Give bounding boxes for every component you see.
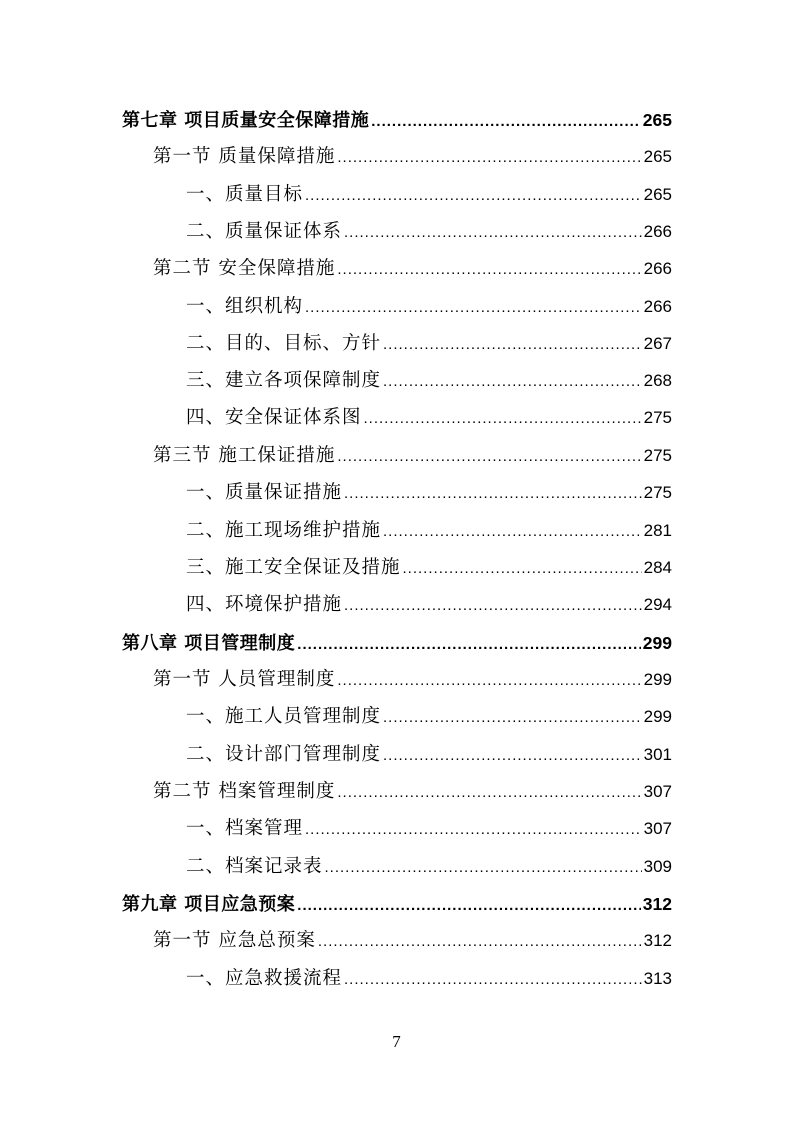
toc-chapter-entry [122, 889, 672, 919]
toc-entry-label: 第三节 施工保证措施 [153, 445, 336, 466]
toc-item-entry [186, 403, 672, 433]
toc-leader-dots [337, 143, 641, 173]
toc-entry-label: 第七章 项目质量安全保障措施 [122, 110, 370, 131]
toc-entry-page: 307 [643, 782, 672, 801]
toc-entry-label: 第二节 档案管理制度 [153, 781, 336, 802]
toc-leader-dots [305, 815, 642, 845]
toc-item-entry [186, 964, 672, 994]
toc-entry-label: 一、质量目标 [186, 184, 304, 205]
toc-leader-dots [403, 554, 642, 584]
toc-leader-dots [383, 741, 642, 771]
toc-leader-dots [371, 107, 641, 137]
toc-entry-label: 二、档案记录表 [186, 856, 323, 877]
toc-item-entry [186, 814, 672, 844]
toc-leader-dots [305, 181, 642, 211]
toc-item-entry [186, 702, 672, 732]
toc-entry-page: 313 [643, 969, 672, 988]
toc-entry-label: 三、建立各项保障制度 [186, 370, 382, 391]
toc-entry-page: 294 [643, 595, 672, 614]
toc-entry-label: 一、施工人员管理制度 [186, 706, 382, 727]
toc-entry-label: 第一节 人员管理制度 [153, 669, 336, 690]
toc-leader-dots [383, 517, 642, 547]
toc-entry-label: 二、目的、目标、方针 [186, 333, 382, 354]
toc-leader-dots [325, 853, 642, 883]
toc-entry-page: 312 [642, 894, 672, 914]
toc-leader-dots [297, 630, 641, 660]
toc-item-entry [186, 292, 672, 322]
toc-leader-dots [297, 891, 641, 921]
toc-entry-label: 二、施工现场维护措施 [186, 520, 382, 541]
toc-chapter-entry [122, 105, 672, 135]
toc-entry-label: 四、环境保护措施 [186, 594, 343, 615]
toc-item-entry [186, 478, 672, 508]
toc-entry-label: 第一节 应急总预案 [153, 930, 316, 951]
toc-leader-dots [344, 591, 642, 621]
toc-leader-dots [305, 293, 642, 323]
toc-section-entry [153, 441, 672, 471]
toc-entry-page: 299 [642, 633, 672, 653]
toc-entry-page: 265 [643, 147, 672, 166]
toc-entry-page: 266 [643, 222, 672, 241]
toc-leader-dots [344, 218, 642, 248]
toc-section-entry [153, 142, 672, 172]
toc-leader-dots [344, 479, 642, 509]
toc-entry-page: 266 [643, 259, 672, 278]
toc-leader-dots [318, 927, 642, 957]
toc-leader-dots [383, 367, 642, 397]
toc-entry-page: 299 [643, 670, 672, 689]
toc-item-entry [186, 740, 672, 770]
toc-entry-label: 第八章 项目管理制度 [122, 633, 296, 654]
toc-entry-label: 一、档案管理 [186, 818, 304, 839]
toc-entry-page: 275 [643, 408, 672, 427]
toc-item-entry [186, 516, 672, 546]
toc-entry-label: 一、质量保证措施 [186, 482, 343, 503]
toc-section-entry [153, 665, 672, 695]
toc-entry-label: 一、组织机构 [186, 296, 304, 317]
toc-entry-page: 265 [642, 110, 672, 130]
toc-item-entry [186, 180, 672, 210]
toc-entry-page: 275 [643, 483, 672, 502]
toc-leader-dots [364, 404, 642, 434]
toc-entry-label: 三、施工安全保证及措施 [186, 557, 401, 578]
toc-item-entry [186, 366, 672, 396]
toc-entry-label: 第一节 质量保障措施 [153, 146, 336, 167]
toc-entry-page: 312 [643, 931, 672, 950]
toc-entry-page: 284 [643, 558, 672, 577]
toc-entry-page: 268 [643, 371, 672, 390]
toc-entry-page: 301 [643, 745, 672, 764]
toc-entry-page: 265 [643, 185, 672, 204]
toc-section-entry [153, 777, 672, 807]
toc-entry-page: 307 [643, 819, 672, 838]
toc-section-entry [153, 254, 672, 284]
toc-entry-page: 267 [643, 334, 672, 353]
toc-leader-dots [337, 442, 641, 472]
toc-entry-label: 二、设计部门管理制度 [186, 744, 382, 765]
toc-leader-dots [337, 778, 641, 808]
toc-entry-label: 二、质量保证体系 [186, 221, 343, 242]
toc-item-entry [186, 852, 672, 882]
toc-leader-dots [383, 703, 642, 733]
page-number: 7 [392, 1032, 401, 1051]
toc-leader-dots [337, 666, 641, 696]
toc-item-entry [186, 329, 672, 359]
toc-item-entry [186, 217, 672, 247]
toc-entry-label: 第九章 项目应急预案 [122, 894, 296, 915]
toc-entry-page: 275 [643, 446, 672, 465]
toc-entry-page: 266 [643, 297, 672, 316]
toc-entry-page: 309 [643, 857, 672, 876]
toc-chapter-entry [122, 628, 672, 658]
toc-leader-dots [383, 330, 642, 360]
toc-entry-label: 第二节 安全保障措施 [153, 258, 336, 279]
toc-entry-label: 四、安全保证体系图 [186, 407, 362, 428]
toc-entry-label: 一、应急救援流程 [186, 968, 343, 989]
toc-item-entry [186, 590, 672, 620]
toc-entry-page: 299 [643, 707, 672, 726]
toc-item-entry [186, 553, 672, 583]
toc-leader-dots [337, 255, 641, 285]
toc-section-entry [153, 926, 672, 956]
toc-entry-page: 281 [643, 521, 672, 540]
toc-leader-dots [344, 965, 642, 995]
